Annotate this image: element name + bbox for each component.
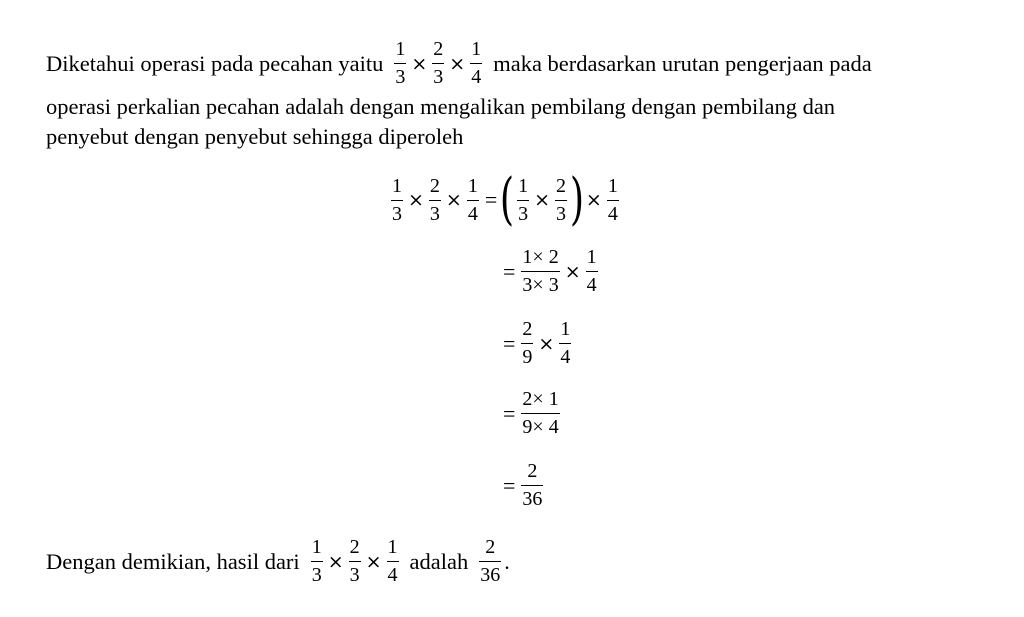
intro-text-after: maka berdasarkan urutan pengerjaan pada: [493, 50, 872, 76]
conclusion-line: [46, 536, 510, 587]
fraction-one-fourth: $\frac{1}{4}$: [467, 174, 478, 225]
fraction-two-thirds: $\frac{2}{3}$: [349, 536, 360, 586]
equation-step-4: [500, 388, 563, 439]
fraction-result: $\frac{2}{36}$: [480, 536, 501, 586]
fraction-one-third: $\frac{1}{3}$: [392, 174, 402, 225]
conclusion-text-before: Dengan demikian, hasil dari: [46, 548, 300, 574]
fraction-two-thirds: $\frac{2}{3}$: [556, 174, 567, 225]
equals-sign: =: [503, 258, 516, 284]
times-sign: ×: [445, 189, 462, 211]
intro-line-3: penyebut dengan penyebut sehingga diperoleh: [46, 124, 464, 149]
period: .: [504, 548, 510, 574]
times-sign: ×: [327, 550, 344, 573]
intro-line-2: operasi perkalian pecahan adalah dengan mengalikan pembilang dengan pembilang dan: [46, 94, 836, 119]
times-sign: ×: [449, 52, 466, 75]
fraction-one-fourth: $\frac{1}{4}$: [387, 536, 398, 586]
equation-step-3: [500, 318, 574, 369]
fraction-two-ninths: $\frac{2}{9}$: [522, 318, 533, 368]
fraction-one-third: $\frac{1}{3}$: [395, 38, 406, 88]
equals-sign: =: [503, 330, 516, 356]
fraction-one-fourth: $\frac{1}{4}$: [586, 246, 597, 296]
times-sign: ×: [534, 189, 551, 211]
equation-step-5: [500, 460, 546, 511]
left-parenthesis: (: [500, 167, 515, 232]
fraction-one-third: $\frac{1}{3}$: [518, 174, 529, 225]
times-sign: ×: [408, 189, 424, 211]
fraction-one-fourth: $\frac{1}{4}$: [471, 38, 482, 88]
fraction-one-fourth: $\frac{1}{4}$: [560, 318, 571, 368]
equation-step-2: [500, 246, 601, 297]
times-sign: ×: [564, 260, 581, 283]
fraction-one-fourth: $\frac{1}{4}$: [607, 174, 618, 225]
fraction-step-4: $\frac{2\times 1}{9\times 4}$: [522, 388, 559, 438]
times-sign: ×: [411, 52, 428, 75]
times-sign: ×: [538, 332, 555, 355]
equals-sign: =: [484, 187, 498, 212]
fraction-step-2: $\frac{1\times 2}{3\times 3}$: [522, 246, 559, 296]
fraction-two-thirds: $\frac{2}{3}$: [433, 38, 444, 88]
intro-line-1: [46, 38, 872, 89]
fraction-result: $\frac{2}{36}$: [522, 460, 543, 510]
conclusion-text-middle: adalah: [409, 548, 469, 574]
times-sign: ×: [365, 550, 382, 573]
fraction-two-thirds: $\frac{2}{3}$: [429, 174, 440, 225]
equation-step-1: [388, 167, 622, 232]
times-sign: ×: [585, 189, 602, 211]
equals-sign: =: [503, 472, 516, 498]
fraction-one-third: $\frac{1}{3}$: [311, 536, 322, 586]
right-parenthesis: ): [569, 167, 585, 232]
intro-text-before: Diketahui operasi pada pecahan yaitu: [46, 50, 384, 76]
equals-sign: =: [503, 400, 516, 426]
